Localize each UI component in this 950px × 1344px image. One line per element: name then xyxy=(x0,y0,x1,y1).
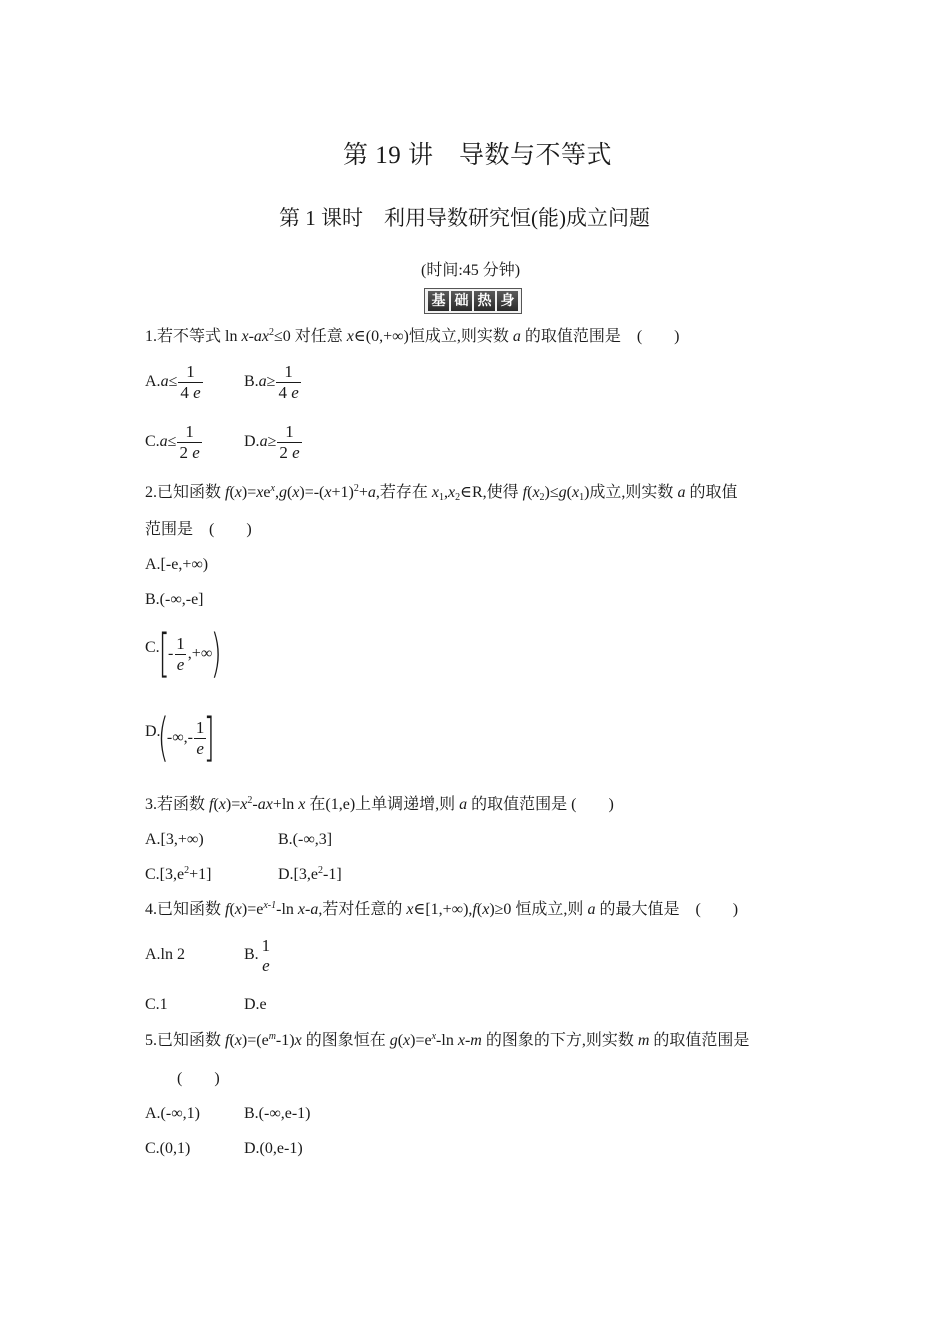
section-badge xyxy=(424,288,522,314)
page-title: 第 19 讲 导数与不等式 xyxy=(343,142,613,169)
question-2-stem-cont: 范围是 ( ) xyxy=(145,521,252,538)
badge-char: 身 xyxy=(497,291,518,311)
question-4-option-c[interactable]: C.1 xyxy=(145,996,168,1013)
question-1-stem: 1.若不等式 $\ln x-ax^2\le 0$ 对任意 x∈(0,+∞)恒成立,则实数 a 的取值范围是 ( ) xyxy=(145,327,680,345)
question-5-option-b[interactable]: B.(-∞,e-1) xyxy=(244,1105,311,1122)
question-4-option-b[interactable]: B. 1 e xyxy=(244,936,271,975)
question-5-stem-cont: ( ) xyxy=(177,1070,220,1087)
question-3-stem: 3.若函数 $f(x)=x^2-ax+\ln$ x 在(1,e)上单调递增,则 a 的取值范围是 ( ) xyxy=(145,795,614,813)
question-1-option-c[interactable]: C.a≤ $\frac{1}{2 e}$ xyxy=(145,422,200,462)
question-5-option-c[interactable]: C.(0,1) xyxy=(145,1140,191,1157)
question-5-option-d[interactable]: D.(0,e-1) xyxy=(244,1140,303,1157)
question-2-stem: 2.已知函数 $f(x)=xe^x,g(x)=-(x+1)^2+a$,若存在 $x_1,x_2\in R$,使得 $f(x_2)\le g(x_1)$成立,则实数 a 的取值 xyxy=(145,483,738,503)
question-3-option-a[interactable]: A.[3,+∞) xyxy=(145,831,204,848)
page-subtitle: 第 1 课时 利用导数研究恒(能)成立问题 xyxy=(279,206,650,230)
badge-char: 热 xyxy=(474,291,495,311)
question-3-option-d[interactable]: $D.[3,e^2-1]$ xyxy=(278,865,342,883)
question-1-option-a[interactable]: A.a≤ $\frac{1}{4 e}$ xyxy=(145,362,201,402)
question-3-option-c[interactable]: $C.[3,e^2+1]$ xyxy=(145,865,212,883)
question-4-stem: 4.已知函数 $f(x)=e^{x-1}-\ln$ x-a,若对任意的 x∈[1,+∞),f(x)≥0 恒成立,则 a 的最大值是 ( ) xyxy=(145,900,739,918)
question-2-option-d[interactable]: D. ( -∞,- $\frac{1}{e}$ ] xyxy=(145,708,216,768)
question-4-option-a[interactable]: A.ln 2 xyxy=(145,946,185,963)
question-1-option-d[interactable]: D.a≥ $\frac{1}{2 e}$ xyxy=(244,422,300,462)
question-4-option-d[interactable]: D.e xyxy=(244,996,267,1013)
badge-char: 基 xyxy=(428,291,449,311)
badge-char: 础 xyxy=(451,291,472,311)
question-5-stem: 5.已知函数 $f(x)=(e^m-1)x$ 的图象恒在 $g(x)=e^x-\ln$ x-m 的图象的下方,则实数 m 的取值范围是 xyxy=(145,1031,750,1049)
question-1-option-b[interactable]: B.a≥ $\frac{1}{4 e}$ xyxy=(244,362,299,402)
time-limit: (时间:45 分钟) xyxy=(421,262,521,279)
question-2-option-a[interactable]: A.[-e,+∞) xyxy=(145,556,209,573)
question-5-option-a[interactable]: A.(-∞,1) xyxy=(145,1105,200,1122)
question-3-option-b[interactable]: B.(-∞,3] xyxy=(278,831,333,848)
question-2-option-b[interactable]: B.(-∞,-e] xyxy=(145,591,204,608)
question-2-option-c[interactable]: C. [ - $\frac{1}{e}$ ,+∞ ) xyxy=(145,624,222,684)
